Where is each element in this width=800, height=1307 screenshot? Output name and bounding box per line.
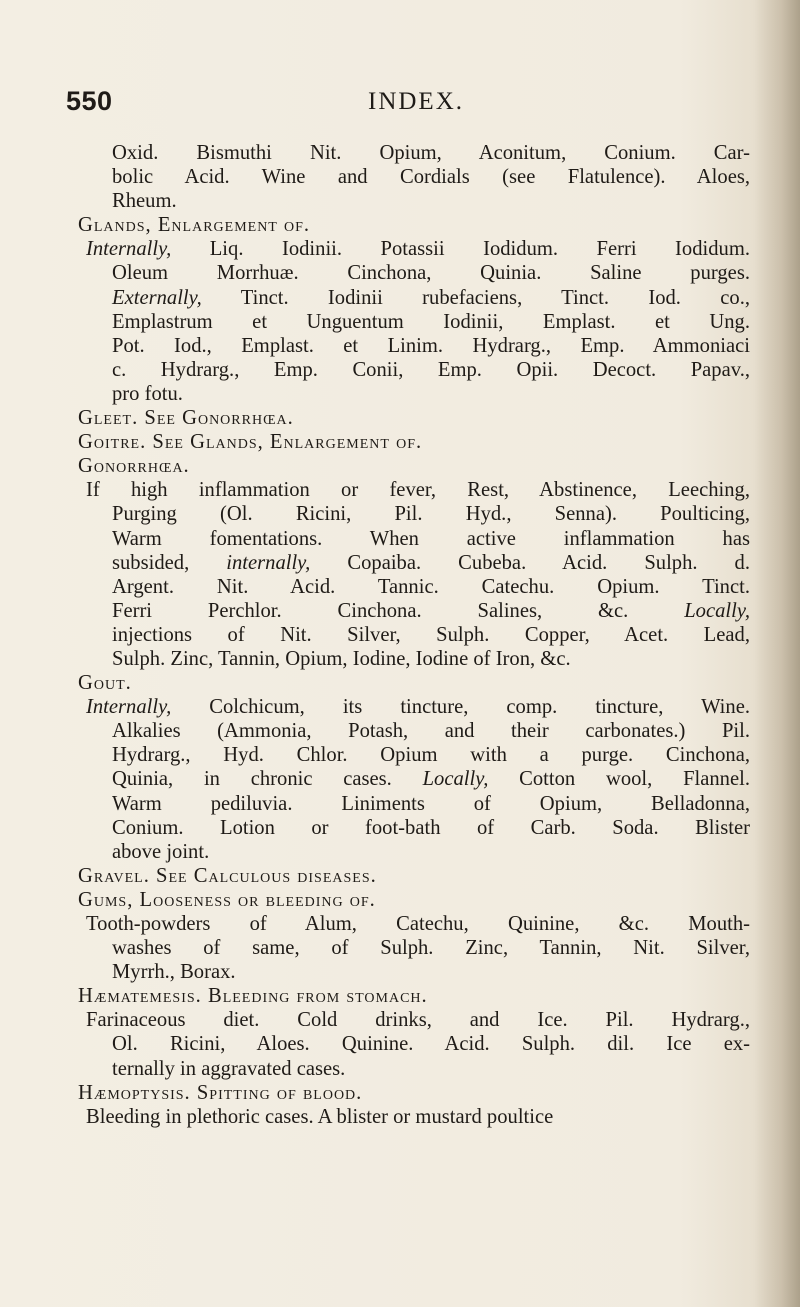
index-entry-line: Sulph. Zinc, Tannin, Opium, Iodine, Iodine of Iron, &c. <box>112 647 571 670</box>
page-number: 550 <box>66 86 113 116</box>
index-entry-line: Externally, Tinct. Iodinii rubefaciens, Tinct. Iod. co., <box>112 286 750 309</box>
index-entry-line: Alkalies (Ammonia, Potash, and their carbonates.) Pil. <box>112 720 750 743</box>
index-entry-line: Purging (Ol. Ricini, Pil. Hyd., Senna). Poulticing, <box>112 503 750 526</box>
index-entry-line: bolic Acid. Wine and Cordials (see Flatulence). Aloes, <box>112 166 750 189</box>
index-entry-line: Tooth-powders of Alum, Catechu, Quinine, &c. Mouth- <box>86 913 750 935</box>
running-head: INDEX. <box>368 88 465 115</box>
index-entry-line: Oleum Morrhuæ. Cinchona, Quinia. Saline purges. <box>112 262 750 285</box>
index-entry-line: If high inflammation or fever, Rest, Abstinence, Leeching, <box>86 479 750 502</box>
index-entry-line: Hydrarg., Hyd. Chlor. Opium with a purge. Cinchona, <box>112 744 750 767</box>
index-entry-line: Emplastrum et Unguentum Iodinii, Emplast. et Ung. <box>112 310 750 333</box>
index-entry-line: Ol. Ricini, Aloes. Quinine. Acid. Sulph. dil. Ice ex- <box>112 1033 750 1056</box>
index-entry-line: Pot. Iod., Emplast. et Linim. Hydrarg., Emp. Ammoniaci <box>112 334 750 357</box>
index-entry-line: c. Hydrarg., Emp. Conii, Emp. Opii. Decoct. Papav., <box>112 358 750 381</box>
index-entries <box>78 141 750 1129</box>
index-heading: Glands, Enlargement of. <box>78 214 311 237</box>
index-entry-line: Internally, Liq. Iodinii. Potassii Iodidum. Ferri Iodidum. <box>86 238 750 261</box>
index-entry-line: Warm pediluvia. Liniments of Opium, Belladonna, <box>112 792 750 815</box>
index-entry-line: Ferri Perchlor. Cinchona. Salines, &c. Locally, <box>112 599 750 622</box>
index-entry-line: Rheum. <box>112 190 177 213</box>
index-heading: Gums, Looseness or bleeding of. <box>78 888 376 911</box>
index-entry-line: Internally, Colchicum, its tincture, comp. tincture, Wine. <box>86 696 750 719</box>
index-heading: Gonorrhœa. <box>78 455 190 478</box>
index-entry-line: Myrrh., Borax. <box>112 961 236 984</box>
index-entry-line: above joint. <box>112 840 210 863</box>
page-edge-shadow <box>754 0 800 1307</box>
index-entry-line: Argent. Nit. Acid. Tannic. Catechu. Opium. Tinct. <box>112 575 750 598</box>
index-entry-line: Warm fomentations. When active inflammation has <box>112 527 750 550</box>
index-heading: Hæmatemesis. Bleeding from stomach. <box>78 985 428 1008</box>
index-entry-line: Bleeding in plethoric cases. A blister or mustard poultice <box>86 1105 554 1128</box>
page-header <box>66 86 706 122</box>
index-entry-line: Oxid. Bismuthi Nit. Opium, Aconitum, Conium. Car- <box>112 142 750 164</box>
index-entry-line: injections of Nit. Silver, Sulph. Copper, Acet. Lead, <box>112 623 750 646</box>
index-heading: Gravel. See Calculous diseases. <box>78 864 377 887</box>
index-entry-line: washes of same, of Sulph. Zinc, Tannin, Nit. Silver, <box>112 937 750 960</box>
index-heading: Gout. <box>78 672 132 695</box>
index-entry-line: pro fotu. <box>112 382 183 405</box>
index-entry-line: Farinaceous diet. Cold drinks, and Ice. Pil. Hydrarg., <box>86 1009 750 1032</box>
index-heading: Goitre. See Glands, Enlargement of. <box>78 431 423 454</box>
index-entry-line: Quinia, in chronic cases. Locally, Cotton wool, Flannel. <box>112 768 750 791</box>
index-entry-line: ternally in aggravated cases. <box>112 1057 346 1080</box>
index-heading: Hæmoptysis. Spitting of blood. <box>78 1081 363 1104</box>
index-entry-line: Conium. Lotion or foot-bath of Carb. Soda. Blister <box>112 816 750 839</box>
index-heading: Gleet. See Gonorrhœa. <box>78 407 294 430</box>
index-entry-line: subsided, internally, Copaiba. Cubeba. Acid. Sulph. d. <box>112 551 750 574</box>
